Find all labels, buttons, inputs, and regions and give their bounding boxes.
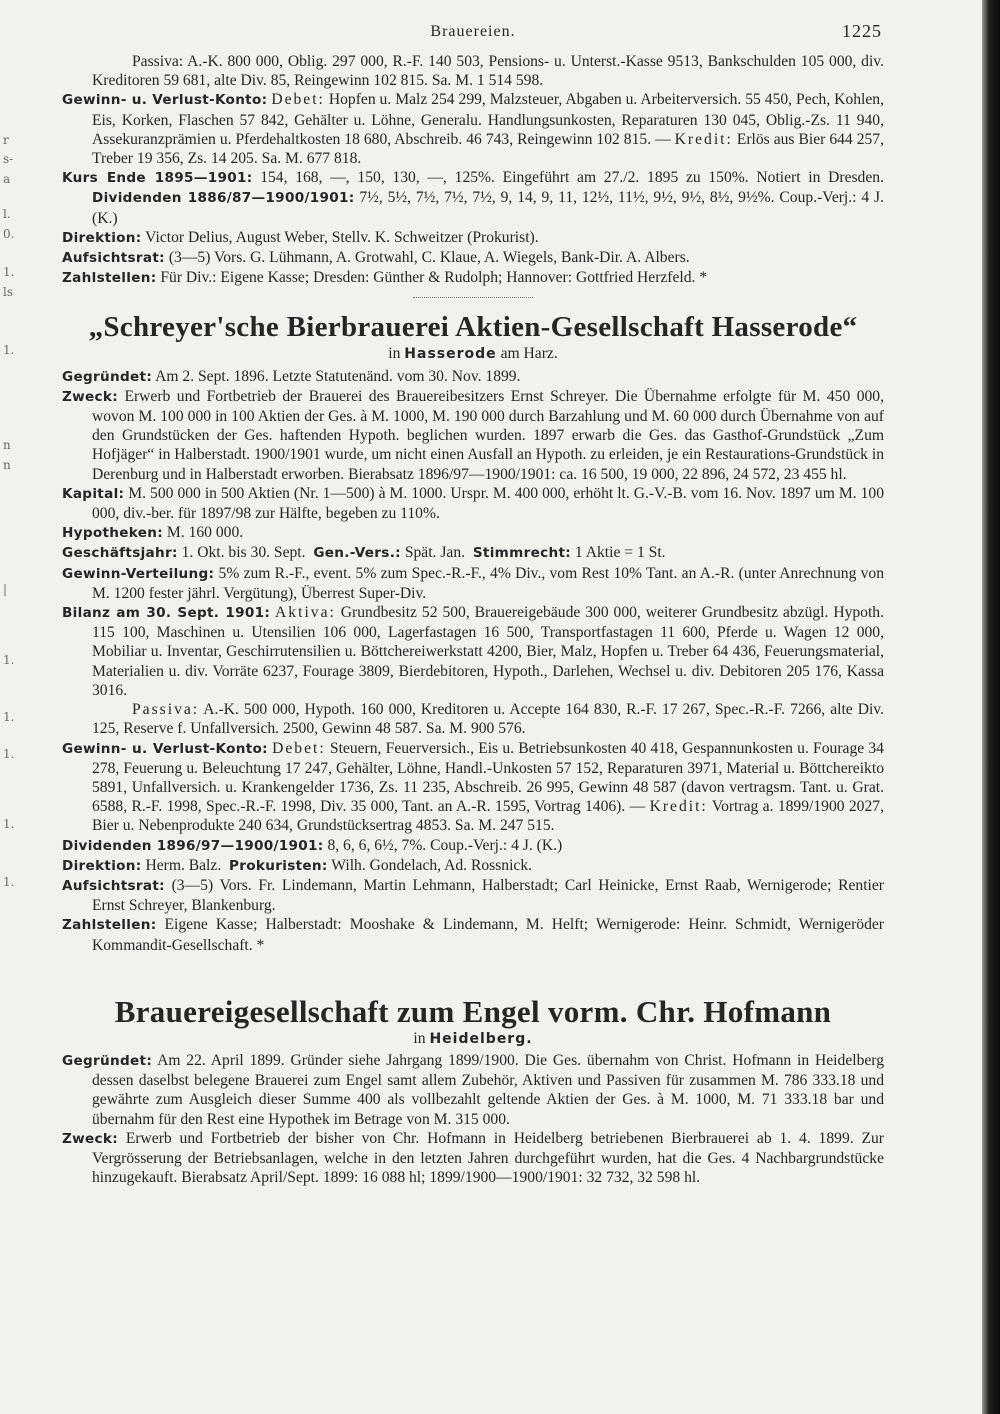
margin-mark: 1. bbox=[3, 875, 15, 889]
gewinn-konto-text: Hopfen u. Malz 254 299, Malzsteuer, Abgaben u. Arbeiterversich. 55 450, Pech, Kohlen, Eis, Korken, Flaschen 57 842, Gehälter u. Löhne, Generalu. Handlungsunkosten, Reparaturen 130 045, Oblig.-Zs. 11 940, Assekuranzprämien u. Pferdehaltkosten 18 680, Abschreib. 46 743, Reingewinn 102 815. — bbox=[92, 91, 884, 148]
prev-zahlstellen bbox=[62, 268, 884, 288]
dividenden bbox=[62, 836, 884, 856]
genvers-text: Spät. Jan. bbox=[404, 544, 466, 562]
aufsichtsrat-label: Aufsichtsrat: bbox=[62, 250, 165, 267]
gewinn-konto-text2: Erlös aus Bier 644 257, Treber 19 356, Zs. 14 205. Sa. M. 677 818. bbox=[92, 130, 884, 168]
gewinn-konto bbox=[62, 739, 884, 836]
zahlstellen-text: Für Div.: Eigene Kasse; Dresden: Günther & Rudolph; Hannover: Gottfried Herzfeld. * bbox=[160, 269, 708, 287]
aufsichtsrat-label: Aufsichtsrat: bbox=[62, 877, 165, 894]
prev-direktion bbox=[62, 228, 884, 248]
scan-dark-edge bbox=[982, 0, 1000, 1414]
kredit-label: Kredit: bbox=[674, 130, 733, 148]
margin-mark: a bbox=[3, 172, 11, 186]
zweck-label: Zweck: bbox=[62, 388, 118, 405]
stimmrecht-text: 1 Aktie = 1 St. bbox=[574, 544, 666, 562]
zweck bbox=[62, 387, 884, 484]
direktion-label: Direktion: bbox=[62, 857, 142, 874]
debet-label: Debet: bbox=[271, 91, 325, 109]
location-suffix: am Harz. bbox=[500, 345, 558, 363]
left-margin-marks bbox=[0, 0, 16, 1414]
passiva-text: Passiva: A.-K. 800 000, Oblig. 297 000, R.-F. 140 503, Pensions- u. Unterst.-Kasse 9513, Bankschulden 105 000, div. Kreditoren 59 681, alte Div. 85, Reingewinn 102 815. Sa. M. 1 514 598. bbox=[92, 53, 884, 90]
passiva-label: Passiva: bbox=[132, 701, 200, 719]
zweck bbox=[62, 1129, 884, 1188]
prev-passiva bbox=[62, 52, 884, 90]
gewinn-konto-text2: Vortrag a. 1899/1900 2027, Bier u. Nebenprodukte 240 634, Grundstücksertrag 4853. Sa. M. 247 515. bbox=[92, 798, 884, 835]
gewinn-konto-label: Gewinn- u. Verlust-Konto: bbox=[62, 740, 268, 757]
company-title: „Schreyer'sche Bierbrauerei Aktien-Gesellschaft Hasserode“ bbox=[88, 311, 858, 344]
gewinn-konto-label: Gewinn- u. Verlust-Konto: bbox=[62, 92, 268, 109]
prev-gewinn-konto bbox=[62, 90, 884, 168]
page-number: 1225 bbox=[842, 21, 882, 41]
margin-mark: 1. bbox=[3, 653, 15, 667]
geschaeftsjahr bbox=[62, 543, 884, 563]
aufsichtsrat bbox=[62, 876, 884, 915]
margin-mark: 1. bbox=[3, 817, 15, 831]
dividenden-text: 7½, 5½, 7½, 7½, 7½, 9, 14, 9, 11, 12½, 11½, 9½, 9½, 8½, 9½%. Coup.-Verj.: 4 J. (K.) bbox=[92, 189, 884, 227]
bilanz-passiva bbox=[62, 700, 884, 738]
kurs-label: Kurs Ende 1895—1901: bbox=[62, 170, 253, 187]
section-divider bbox=[413, 297, 533, 298]
prokuristen-text: Wilh. Gondelach, Ad. Rossnick. bbox=[331, 856, 533, 874]
hypotheken bbox=[62, 523, 884, 543]
company-location bbox=[62, 344, 884, 364]
margin-mark: 1. bbox=[3, 710, 15, 724]
zahlstellen bbox=[62, 915, 884, 954]
gegruendet bbox=[62, 1051, 884, 1129]
geschaeftsjahr-text: 1. Okt. bis 30. Sept. bbox=[181, 544, 306, 562]
gegruendet bbox=[62, 367, 884, 387]
bilanz-text: Grundbesitz 52 500, Brauereigebäude 300 000, weiterer Grundbesitz abzügl. Hypoth. 115 100, Maschinen u. Utensilien 106 000, Lagerfastagen 16 500, Transportfastagen 11 600, Pferde u. Wagen 12 000, Mobiliar u. Inventar, Geschirrutensilien u. Böttchereiwerkstatt 4200, Bier, Malz, Hopfen u. Treber 64 436, Feuerungsmaterial, Materialien u. div. Vorräte 6237, Fourage 3809, Bierdebitoren, Hypoth., Darlehen, Wechsel u. div. Debitoren 205 176, Kassa 3016. bbox=[92, 604, 884, 699]
location-city: Heidelberg. bbox=[429, 1030, 533, 1047]
location-prefix: in bbox=[388, 345, 401, 363]
kredit-label: Kredit: bbox=[649, 798, 708, 816]
aufsichtsrat-text: (3—5) Vors. Fr. Lindemann, Martin Lehmann, Halberstadt; Carl Heinicke, Ernst Raab, Wernigerode; Rentier Ernst Schreyer, Blankenburg. bbox=[92, 876, 884, 915]
aktiva-label: Aktiva: bbox=[275, 604, 336, 622]
bilanz bbox=[62, 603, 884, 700]
zweck-text: Erwerb und Fortbetrieb der bisher von Chr. Hofmann in Heidelberg betriebenen Bierbrauerei ab 1. 4. 1899. Zur Vergrösserung der Betriebsanlagen, welche in den letzten Jahren durchgeführt wurden, hat die Ges. 4 Nachbargrundstücke hinzugekauft. Bierabsatz April/Sept. 1899: 16 088 hl; 1899/1900—1900/1901: 32 732, 32 598 hl. bbox=[92, 1129, 884, 1187]
prokuristen-label: Prokuristen: bbox=[229, 857, 328, 874]
running-header bbox=[62, 22, 884, 52]
gewinn-verteilung bbox=[62, 564, 884, 603]
kapital bbox=[62, 484, 884, 523]
genvers-label: Gen.-Vers.: bbox=[313, 545, 401, 562]
margin-mark: 1. bbox=[3, 343, 15, 357]
margin-mark: n bbox=[3, 458, 11, 472]
geschaeftsjahr-label: Geschäftsjahr: bbox=[62, 545, 178, 562]
verteilung-label: Gewinn-Verteilung: bbox=[62, 565, 215, 582]
hypotheken-text: M. 160 000. bbox=[166, 524, 244, 542]
passiva-text: A.-K. 500 000, Hypoth. 160 000, Kreditoren u. Accepte 164 830, R.-F. 17 267, Spec.-R.-F. 7266, alte Div. 125, Reserve f. Unfallversich. 2500, Gewinn 48 587. Sa. M. 900 576. bbox=[92, 701, 884, 738]
dividenden-label: Dividenden 1886/87—1900/1901: bbox=[92, 190, 355, 207]
company-title: Brauereigesellschaft zum Engel vorm. Chr. Hofmann bbox=[114, 993, 832, 1029]
gewinn-konto-text: Steuern, Feuerversich., Eis u. Betriebsunkosten 40 418, Gespannunkosten u. Fourage 34 278, Feuerung u. Beleuchtung 17 247, Gehälter, Löhne, Handl.-Unkosten 57 152, Reparaturen 3971, Material u. Böttchereikto 5891, Unfallversich. u. Krankengelder 1736, Zs. 11 235, Abschreib. 26 995, Gewinn 48 587 (davon vertragsm. Tant. u. Grat. 6588, R.-F. 1998, Spec.-R.-F. 1998, Div. 35 000, Tant. an A.-R. 1595, Vortrag 1406). — bbox=[92, 739, 884, 816]
dividenden-text: 8, 6, 6, 6½, 7%. Coup.-Verj.: 4 J. (K.) bbox=[327, 836, 563, 854]
debet-label: Debet: bbox=[272, 739, 326, 757]
zahlstellen-label: Zahlstellen: bbox=[62, 917, 157, 934]
direktion bbox=[62, 856, 884, 876]
gegruendet-text: Am 2. Sept. 1896. Letzte Statutenänd. vom 30. Nov. 1899. bbox=[155, 367, 521, 385]
zweck-text: Erwerb und Fortbetrieb der Brauerei des Brauereibesitzers Ernst Schreyer. Die Übernahme erfolgte für M. 450 000, wovon M. 100 000 in 100 Aktien der Ges. à M. 1000, M. 190 000 durch Barzahlung und M. 60 000 durch Übernahme von auf den Grundstücken der Ges. haftenden Hypoth. beglichen wurden. 1897 erwarb die Ges. das Gasthof-Grundstück „Zum Hofjäger“ in Halberstadt. 1900/1901 wurde, um nicht einen Ausfall an Hypoth. zu erleiden, je ein Restaurations-Grundstück in Derenburg und in Halberstadt erworben. Bierabsatz 1896/97—1900/1901: ca. 16 500, 19 000, 22 896, 24 572, 23 455 hl. bbox=[92, 387, 884, 483]
margin-mark: l. bbox=[3, 207, 11, 221]
kapital-text: M. 500 000 in 500 Aktien (Nr. 1—500) à M. 1000. Urspr. M. 400 000, erhöht lt. G.-V.-B. vom 16. Nov. 1897 um M. 100 000, div.-ber. für 1897/98 zur Hälfte, begeben zu 110%. bbox=[92, 484, 885, 523]
zahlstellen-text: Eigene Kasse; Halberstadt: Mooshake & Lindemann, M. Helft; Wernigerode: Heinr. Schmidt, Wernigeröder Kommandit-Gesellschaft. * bbox=[92, 916, 884, 954]
margin-mark: 0. bbox=[3, 227, 15, 241]
hypotheken-label: Hypotheken: bbox=[62, 525, 164, 542]
page-content bbox=[62, 22, 884, 1187]
gegruendet-text: Am 22. April 1899. Gründer siehe Jahrgang 1899/1900. Die Ges. übernahm von Christ. Hofmann in Heidelberg dessen daselbst belegene Brauerei zum Engel samt allem Zubehör, Aktiven und Passiven für zusammen M. 786 333.18 und gewährte zum Ausgleich dieser Summe 400 als vollbezahlt geltende Aktien der Ges. à M. 1000, M. 71 333.18 bar und übernahm für den Rest eine Hypothek im Betrage von M. 315 000. bbox=[92, 1051, 884, 1128]
margin-mark: r bbox=[3, 133, 9, 147]
zahlstellen-label: Zahlstellen: bbox=[62, 270, 157, 287]
margin-mark: 1. bbox=[3, 265, 15, 279]
gegruendet-label: Gegründet: bbox=[62, 1052, 153, 1069]
gegruendet-label: Gegründet: bbox=[62, 368, 153, 385]
margin-mark: n bbox=[3, 438, 11, 452]
direktion-label: Direktion: bbox=[62, 229, 142, 246]
zweck-label: Zweck: bbox=[62, 1130, 118, 1147]
margin-mark: s- bbox=[3, 152, 14, 166]
prev-aufsichtsrat bbox=[62, 248, 884, 268]
aufsichtsrat-text: (3—5) Vors. G. Lühmann, A. Grotwahl, C. Klaue, A. Wiegels, Bank-Dir. A. Albers. bbox=[168, 249, 690, 267]
company-location bbox=[62, 1029, 884, 1049]
direktion-text: Victor Delius, August Weber, Stellv. K. Schweitzer (Prokurist). bbox=[145, 228, 539, 246]
location-prefix: in bbox=[413, 1029, 426, 1047]
location-city: Hasserode bbox=[404, 346, 497, 363]
margin-mark: 1. bbox=[3, 747, 15, 761]
kurs-text: 154, 168, —, 150, 130, —, 125%. Eingeführt am 27./2. 1895 zu 150%. Notiert in Dresden. bbox=[260, 169, 884, 187]
kapital-label: Kapital: bbox=[62, 485, 125, 502]
direktion-text: Herm. Balz. bbox=[145, 856, 222, 874]
running-title: Brauereien. bbox=[430, 23, 516, 40]
prev-kurs bbox=[62, 168, 884, 228]
dividenden-label: Dividenden 1896/97—1900/1901: bbox=[62, 837, 324, 854]
verteilung-text: 5% zum R.-F., event. 5% zum Spec.-R.-F., 4% Div., vom Rest 10% Tant. an A.-R. (unter Anrechnung von M. 1200 fester jährl. Vergütung), Überrest Super-Div. bbox=[92, 564, 885, 602]
margin-mark: | bbox=[3, 582, 8, 596]
stimmrecht-label: Stimmrecht: bbox=[472, 545, 571, 562]
margin-mark: ls bbox=[3, 285, 13, 299]
bilanz-label: Bilanz am 30. Sept. 1901: bbox=[62, 605, 271, 622]
